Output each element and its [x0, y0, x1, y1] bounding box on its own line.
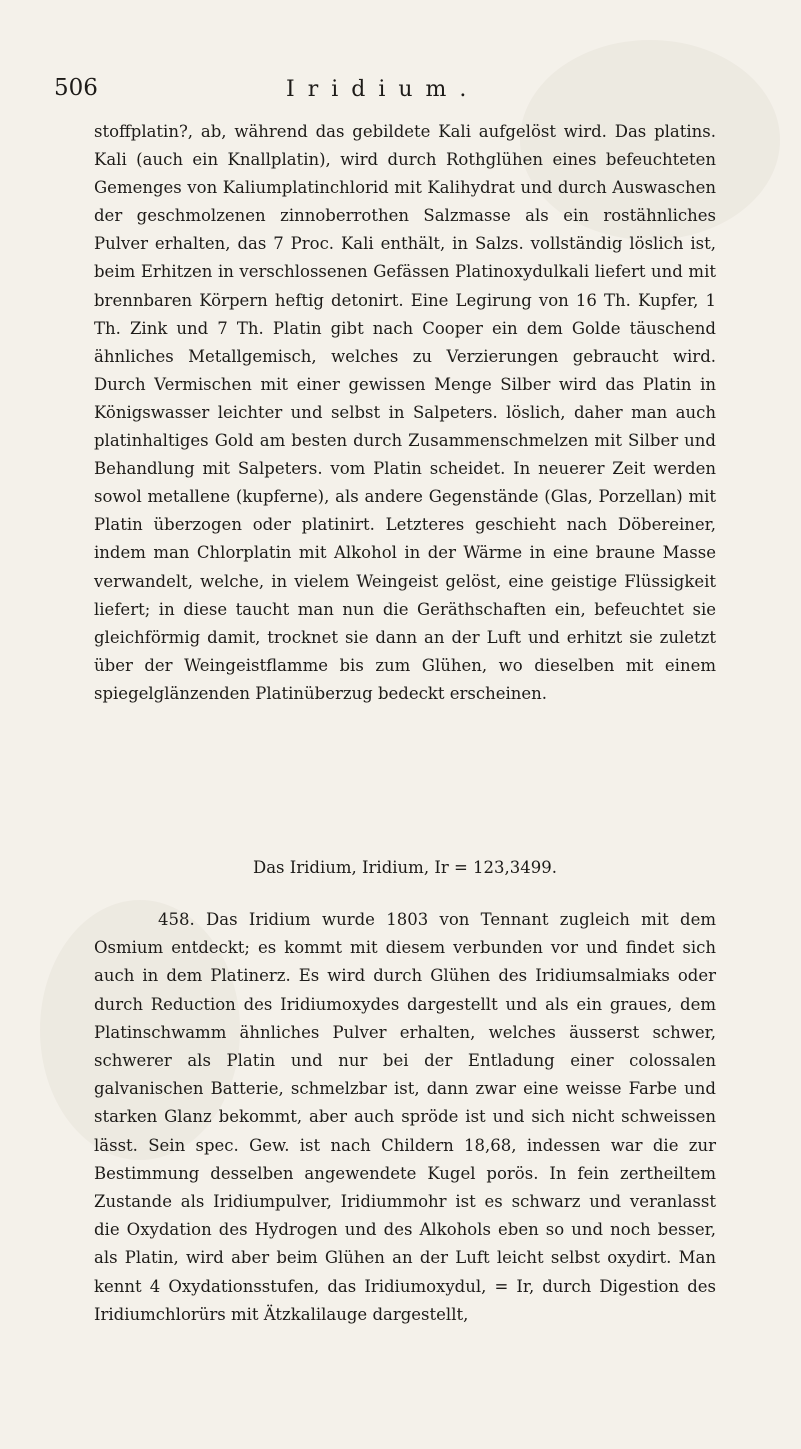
section-heading: Das Iridium, Iridium, Ir = 123,3499. — [252, 858, 558, 877]
body-text — [94, 118, 716, 708]
paragraph: stoffplatin?, ab, während das gebildete Kali aufgelöst wird. Das platins. Kali (auch ein Knallplatin), wird durch Rothglühen eines befeuchteten Gemenges von Kaliumplatinchlorid mit Kalihydrat und durch Auswaschen der geschmolzenen zinnoberrothen Salzmasse als ein rostähnliches Pulver erhalten, das 7 Proc. Kali enthält, in Salzs. vollständig löslich ist, beim Erhitzen in verschlossenen Gefässen Platinoxydulkali liefert und mit brennbaren Körpern heftig detonirt. Eine Legirung von 16 Th. Kupfer, 1 Th. Zink und 7 Th. Platin gibt nach Cooper ein dem Golde täuschend ähnliches Metallgemisch, welches zu Verzierungen gebraucht wird. Durch Vermischen mit einer gewissen Menge Silber wird das Platin in Königswasser leichter und selbst in Salpeters. löslich, daher man auch platinhaltiges Gold am besten durch Zusammenschmelzen mit Silber und Behandlung mit Salpeters. vom Platin scheidet. In neuerer Zeit werden sowol metallene (kupferne), als andere Gegenstände (Glas, Porzellan) mit Platin überzogen oder platinirt. Letzteres geschieht nach Döbereiner, indem man Chlorplatin mit Alkohol in der Wärme in eine braune Masse verwandelt, welche, in vielem Weingeist gelöst, eine geistige Flüssigkeit liefert; in diese taucht man nun die Geräthschaften ein, befeuchtet sie gleichförmig damit, trocknet sie dann an der Luft und erhitzt sie zuletzt über der Weingeistflamme bis zum Glühen, wo dieselben mit einem spiegelglänzenden Platinüberzug bedeckt erscheinen. — [94, 122, 716, 703]
running-title: Iridium. — [286, 77, 480, 102]
paragraph: 458. Das Iridium wurde 1803 von Tennant zugleich mit dem Osmium entdeckt; es kommt mit diesem verbunden vor und findet sich auch in dem Platinerz. Es wird durch Glühen des Iridiumsalmiaks oder durch Reduction des Iridiumoxydes dargestellt und als ein graues, dem Platinschwamm ähnliches Pulver erhalten, welches äusserst schwer, schwerer als Platin und nur bei der Entladung einer colossalen galvanischen Batterie, schmelzbar ist, dann zwar eine weisse Farbe und starken Glanz bekommt, aber auch spröde ist und sich nicht schweissen lässt. Sein spec. Gew. ist nach Childern 18,68, indessen war die zur Bestimmung desselben angewendete Kugel porös. In fein zertheiltem Zustande als Iridiumpulver, Iridiummohr ist es schwarz und veranlasst die Oxydation des Hydrogen und des Alkohols eben so und noch besser, als Platin, wird aber beim Glühen an der Luft leicht selbst oxydirt. Man kennt 4 Oxydationsstufen, das Iridiumoxydul, = Ir, durch Digestion des Iridiumchlorürs mit Ätzkalilauge dargestellt, — [94, 910, 716, 1324]
page-header — [54, 75, 754, 107]
page-number: 506 — [54, 75, 98, 101]
